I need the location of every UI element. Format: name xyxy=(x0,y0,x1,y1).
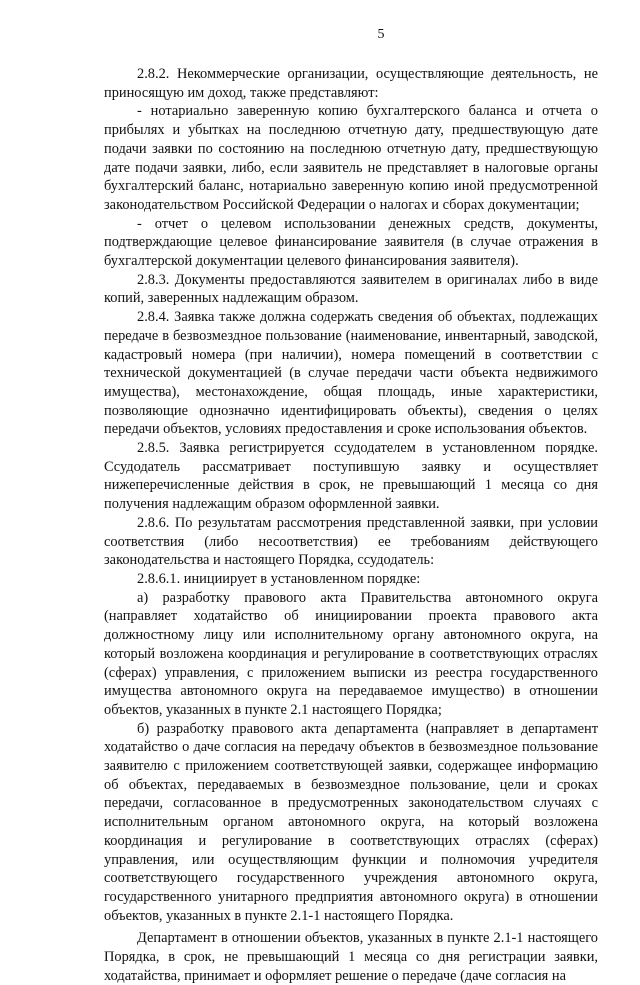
paragraph-item-b: б) разработку правового акта департамента (направляет в департамент ходатайство о даче согласия на передачу объектов в безвозмездное пользование заявителю с приложением соответствующей заявки, содержащее информацию об объектах, передаваемых в безвозмездное пользование, цели и сроках передачи, согласованное в предусмотренных законодательством случаях с исполнительным органом автономного округа, на который возложена координация и регулирование в соответствующих отраслях (сферах) управления, или осуществляющим функции и полномочия учредителя соответствующего государственного учреждения автономного округа, государственного унитарного предприятия автономного округа) в отношении объектов, указанных в пункте 2.1-1 настоящего Порядка. xyxy=(104,720,598,924)
paragraph-2-8-3: 2.8.3. Документы предоставляются заявителем в оригиналах либо в виде копий, заверенных надлежащим образом. xyxy=(104,271,598,307)
paragraph-2-8-4: 2.8.4. Заявка также должна содержать сведения об объектах, подлежащих передаче в безвозмездное пользование (наименование, инвентарный, заводской, кадастровый номера (при наличии), номера помещений в соответствии с технической документацией (в случае передачи части объекта недвижимого имущества), местонахождение, общая площадь, иные характеристики, позволяющие однозначно идентифицировать объекты), сведения о целях передачи объектов, условиях предоставления и сроке использования объектов. xyxy=(104,309,598,438)
paragraph-2-8-6-1: 2.8.6.1. инициирует в установленном порядке: xyxy=(137,570,421,587)
paragraph-2-8-5: 2.8.5. Заявка регистрируется ссудодателем в установленном порядке. Ссудодатель рассматривает поступившую заявку и осуществляет нижеперечисленные действия в срок, не превышающий 1 месяца со дня получения надлежащим образом оформленной заявки. xyxy=(104,440,598,513)
document-body xyxy=(104,65,598,985)
paragraph-target-report: - отчет о целевом использовании денежных средств, документы, подтверждающие целевое финансирование заявителя (в случае отражения в бухгалтерской документации целевого финансирования заявителя). xyxy=(104,215,598,270)
paragraph-item-a: а) разработку правового акта Правительства автономного округа (направляет ходатайство об инициировании проекта правового акта должностному лицу или исполнительному органу автономного округа, на который возложена координация и регулирование в соответствующих отраслях (сферах) управления, с приложением выписки из реестра государственного имущества автономного округа на передаваемое имущество) в отношении объектов, указанных в пункте 2.1 настоящего Порядка; xyxy=(104,589,598,718)
page-number: 5 xyxy=(377,27,385,42)
paragraph-balance-copy: - нотариально заверенную копию бухгалтерского баланса и отчета о прибылях и убытках на последнюю отчетную дату, предшествующую дате подачи заявки по состоянию на последнюю отчетную дату, предшествующую дате подачи заявки, либо, если заявитель не представляет в налоговые органы бухгалтерский баланс, нотариально заверенную копию иной предусмотренной законодательством Российской Федерации о налогах и сборах документации; xyxy=(104,103,598,213)
paragraph-2-8-6: 2.8.6. По результатам рассмотрения представленной заявки, при условии соответствия (либо несоответствия) ее требованиям действующего законодательства и настоящего Порядка, ссудодатель: xyxy=(104,514,598,569)
paragraph-department: Департамент в отношении объектов, указанных в пункте 2.1-1 настоящего Порядка, в срок, не превышающий 1 месяца со дня регистрации заявки, ходатайства, принимает и оформляет решение о передаче (даче согласия на xyxy=(104,930,598,984)
paragraph-2-8-2: 2.8.2. Некоммерческие организации, осуществляющие деятельность, не приносящую им доход, также представляют: xyxy=(104,66,598,101)
